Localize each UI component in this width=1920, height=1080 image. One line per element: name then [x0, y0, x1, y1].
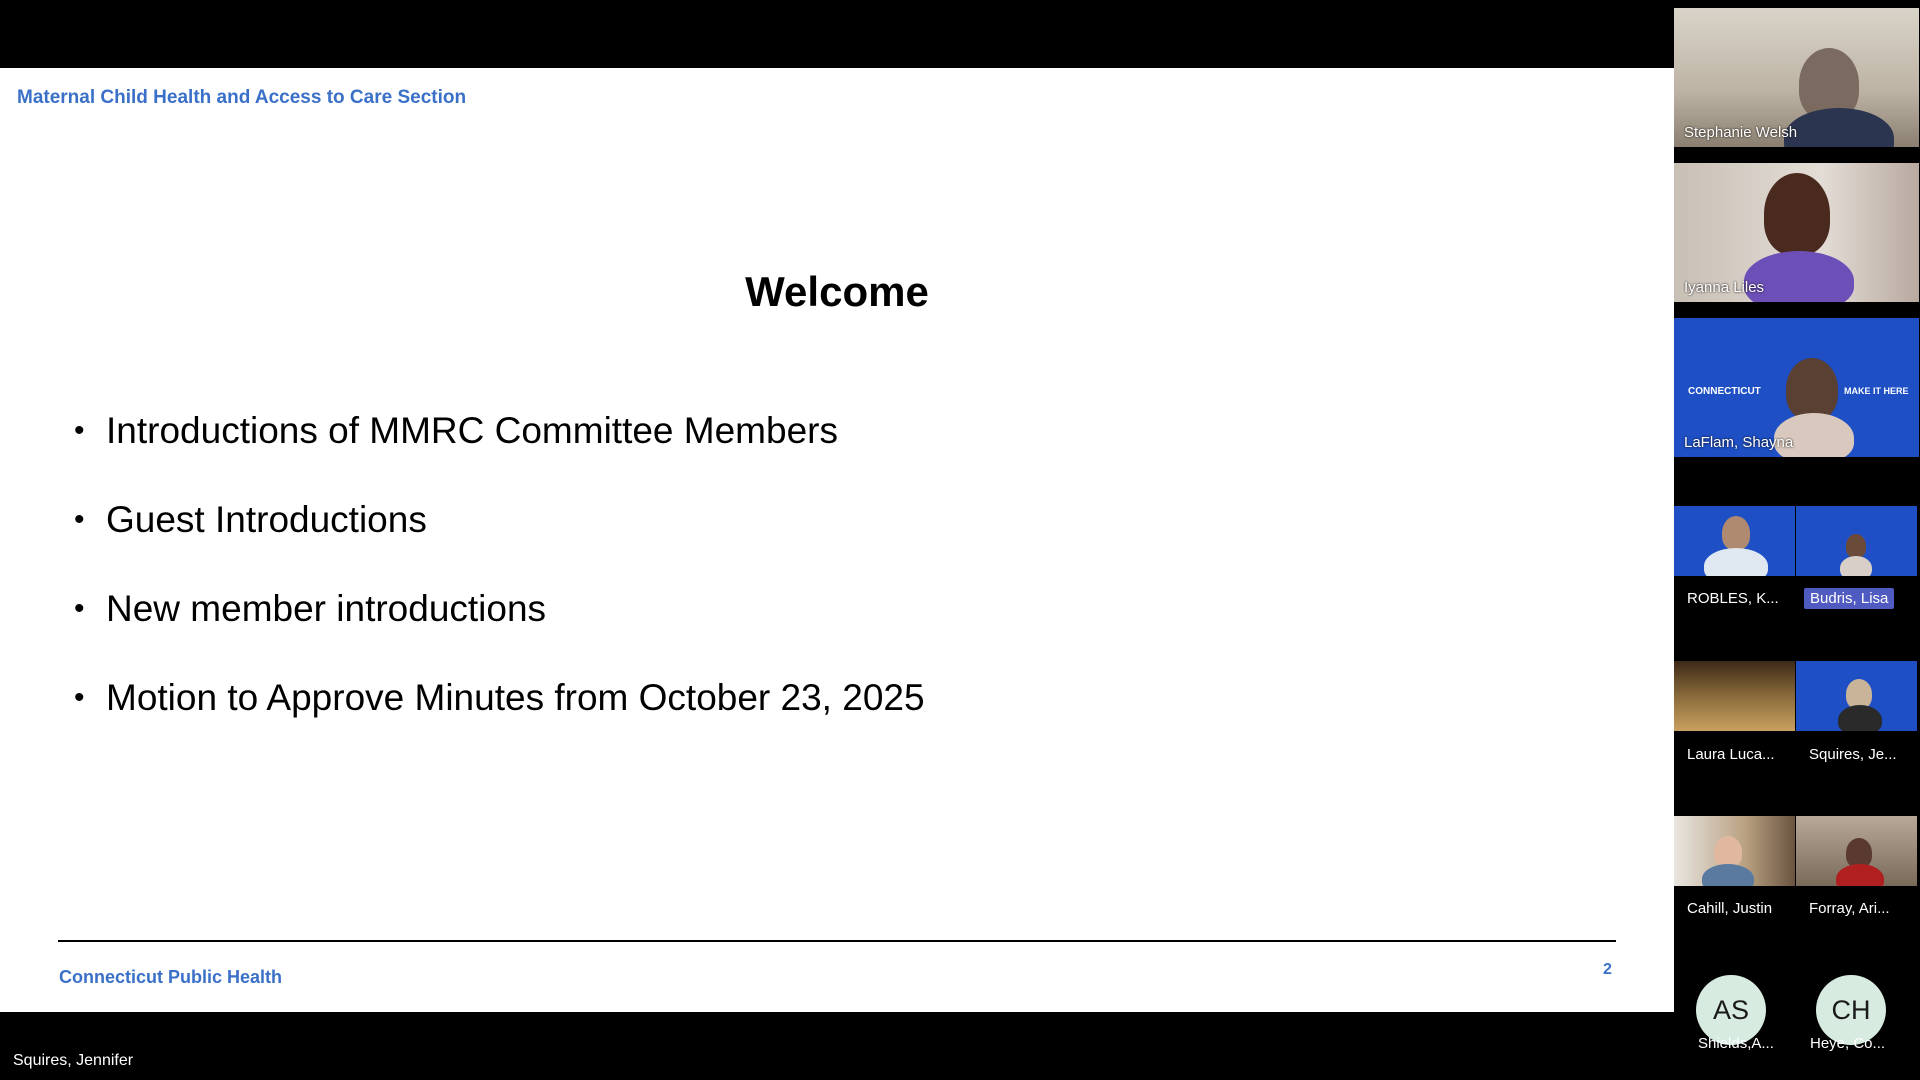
participant-name: Squires, Je... — [1809, 746, 1897, 763]
active-speaker-name: Budris, Lisa — [1804, 588, 1894, 609]
make-it-here-tagline: MAKE IT HERE — [1844, 386, 1909, 396]
participant-avatar[interactable]: AS — [1696, 975, 1766, 1045]
participant-name: Stephanie Welsh — [1684, 124, 1798, 141]
participant-video-person — [1764, 173, 1830, 255]
participant-video[interactable] — [1796, 816, 1917, 886]
participant-video-body — [1702, 864, 1754, 886]
shared-screen-slide — [0, 68, 1674, 1012]
slide-section-title: Maternal Child Health and Access to Care Section — [17, 87, 467, 108]
slide-bullet: • Introductions of MMRC Committee Members — [74, 410, 838, 451]
participant-video-person — [1846, 534, 1866, 558]
slide-page-number: 2 — [1603, 961, 1612, 978]
participant-name: Heye, Co... — [1810, 1035, 1886, 1052]
participant-gallery[interactable] — [1674, 0, 1920, 1080]
slide-footer-org: Connecticut Public Health — [59, 967, 283, 987]
slide-footer-divider — [58, 940, 1616, 942]
participant-video-body — [1836, 864, 1884, 886]
participant-tile[interactable] — [1674, 163, 1919, 302]
participant-video-body — [1784, 108, 1894, 147]
connecticut-logo: CONNECTICUT — [1688, 386, 1761, 397]
slide-bullet: • Motion to Approve Minutes from October 23, 2025 — [74, 677, 925, 718]
participant-name: Laura Luca... — [1687, 746, 1775, 763]
participant-video-person — [1722, 516, 1750, 550]
participant-video[interactable] — [1674, 816, 1795, 886]
slide-bullet: • New member introductions — [74, 588, 547, 629]
participant-name: LaFlam, Shayna — [1684, 434, 1794, 451]
presenter-name-label: Squires, Jennifer — [13, 1052, 134, 1069]
participant-name: Cahill, Justin — [1687, 900, 1773, 917]
participant-name: Shields,A... — [1698, 1035, 1774, 1052]
participant-video-body — [1840, 556, 1872, 576]
participant-avatar[interactable]: CH — [1816, 975, 1886, 1045]
participant-video-body — [1704, 548, 1768, 576]
participant-video[interactable] — [1796, 661, 1917, 731]
slide-heading: Welcome — [745, 268, 929, 315]
participant-name: ROBLES, K... — [1687, 590, 1779, 607]
participant-tile[interactable] — [1674, 318, 1919, 457]
slide-bullet-list — [74, 403, 925, 759]
participant-video[interactable] — [1674, 506, 1795, 576]
participant-tile[interactable] — [1674, 8, 1919, 147]
participant-video[interactable] — [1674, 661, 1795, 731]
slide-bullet: • Guest Introductions — [74, 499, 427, 540]
participant-name: Forray, Ari... — [1809, 900, 1890, 917]
participant-video-body — [1838, 705, 1882, 731]
participant-video[interactable] — [1796, 506, 1917, 576]
participant-name: Iyanna Liles — [1684, 279, 1765, 296]
participant-video-person — [1786, 358, 1838, 420]
